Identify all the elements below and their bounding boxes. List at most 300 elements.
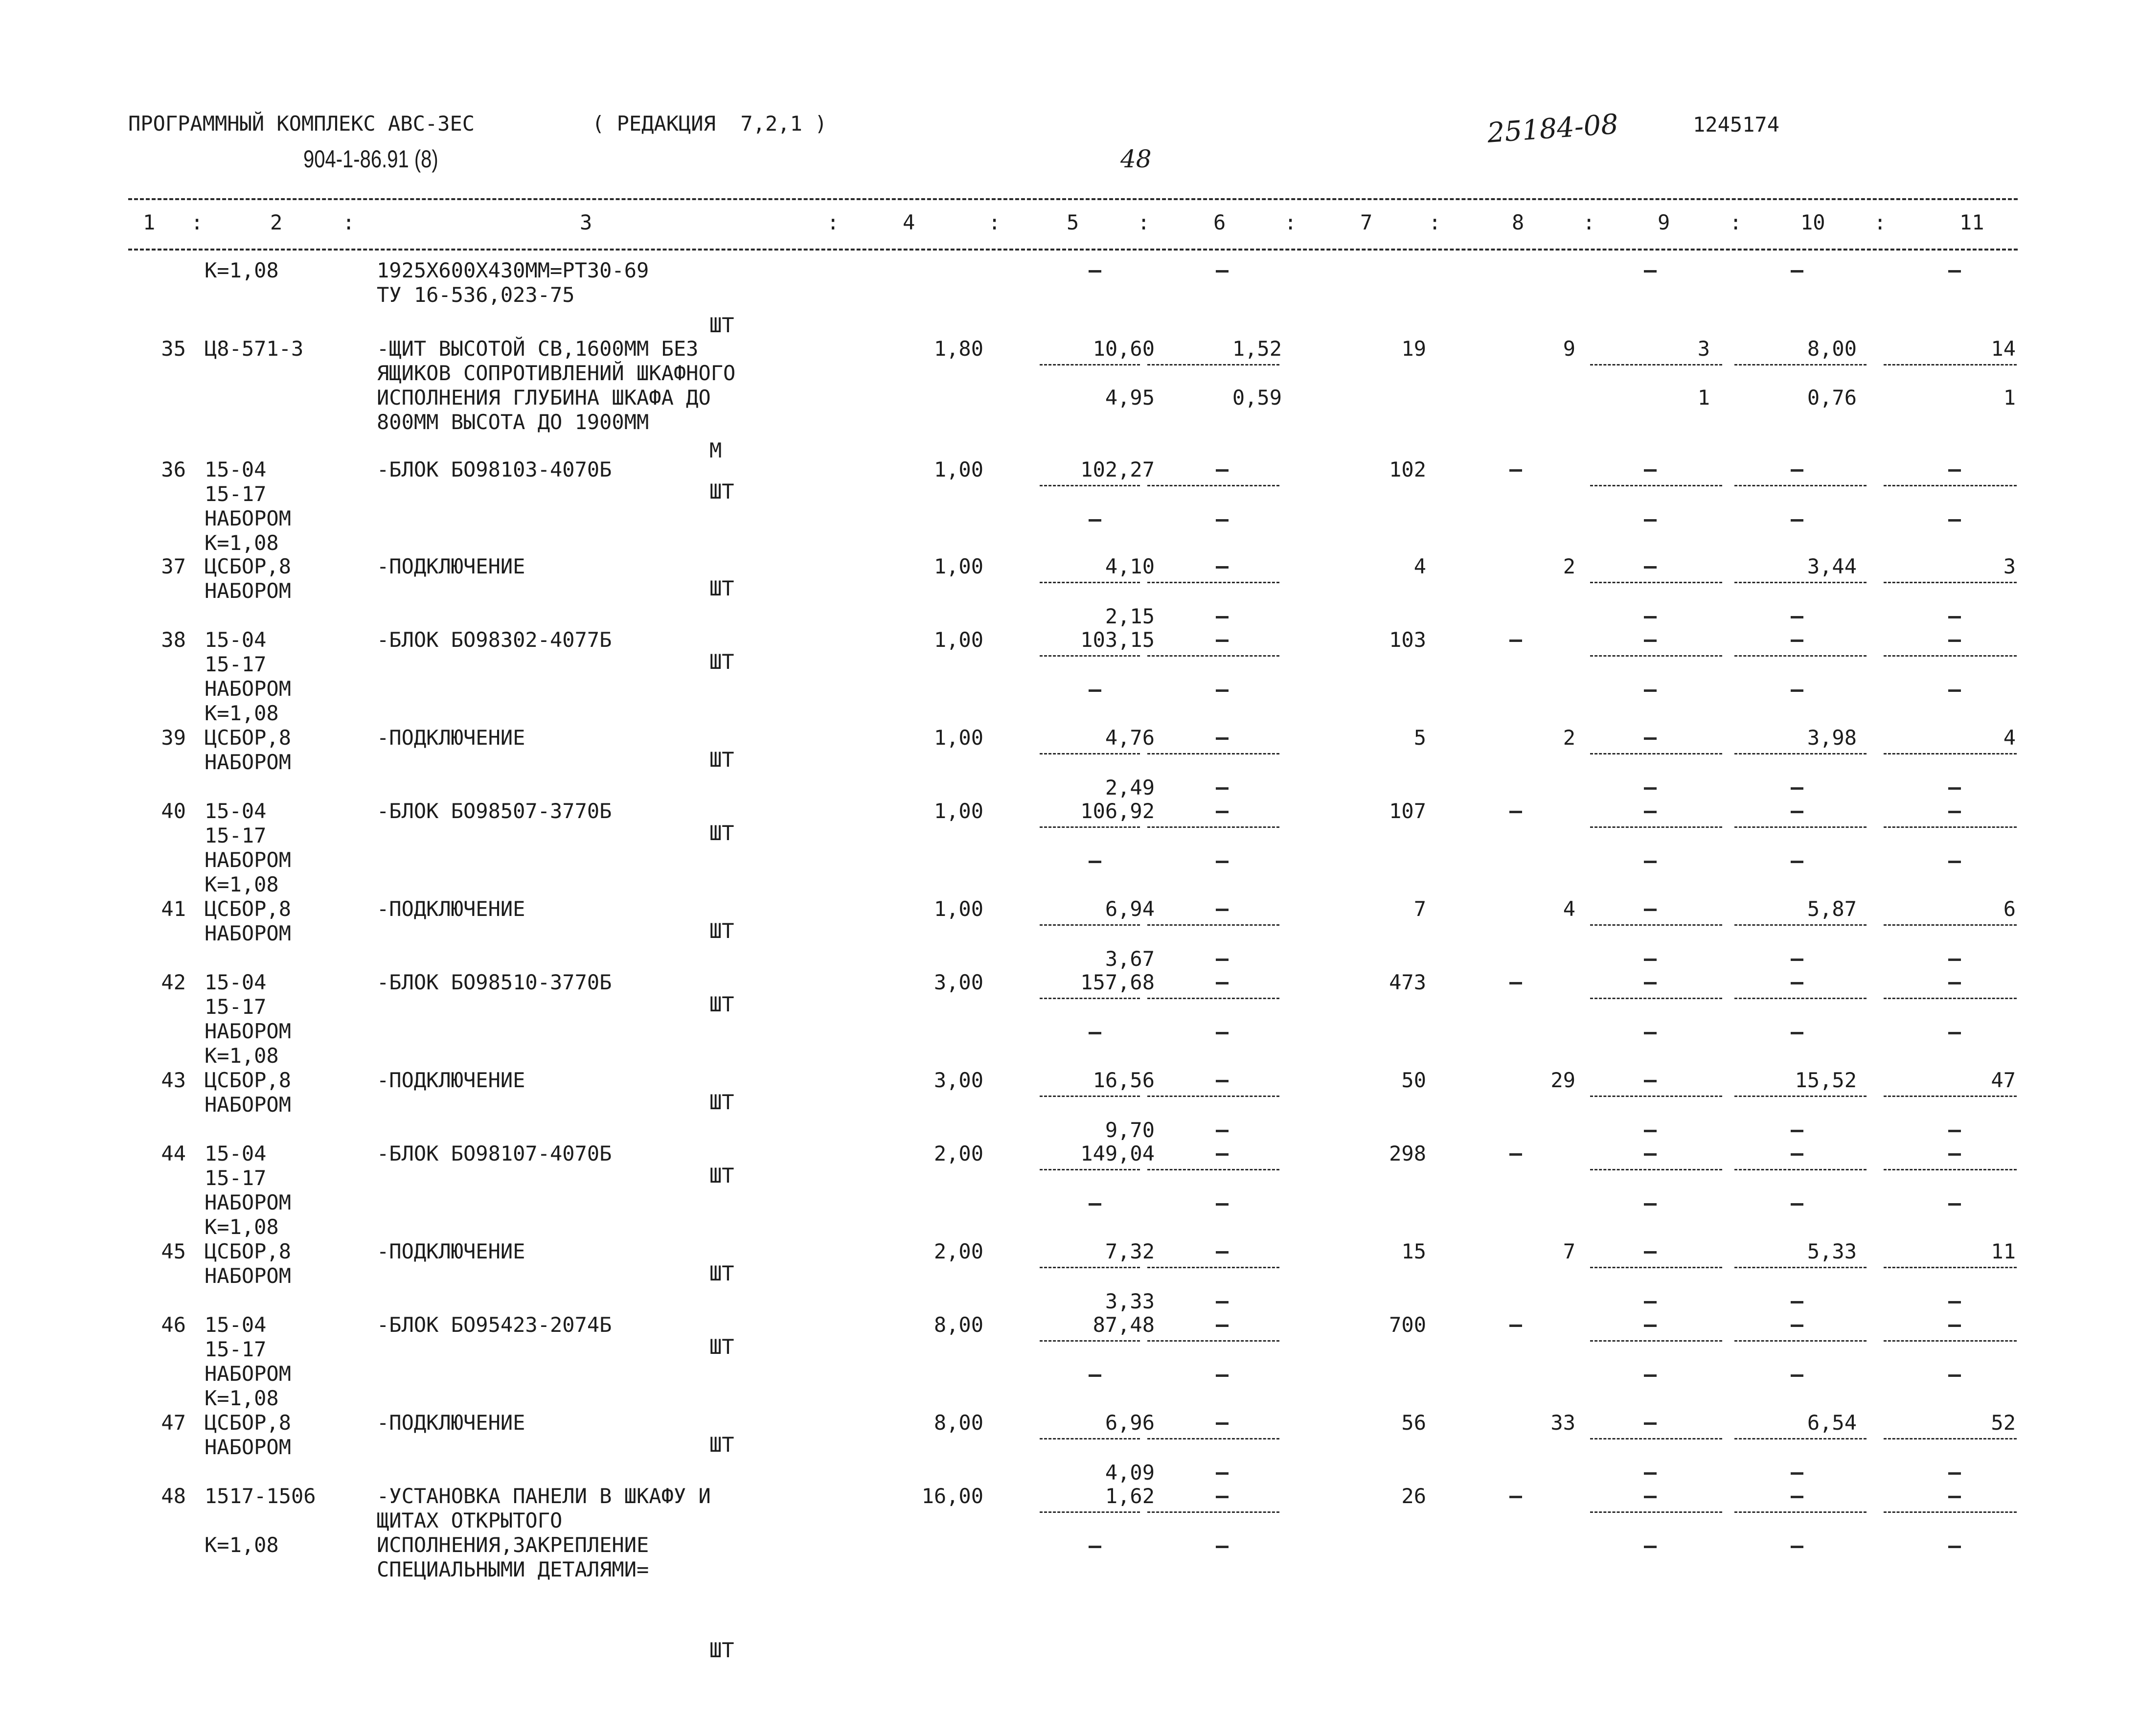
unit-label: ШТ <box>709 1261 734 1285</box>
row-code: ЦСБОР,8 НАБОРОМ <box>205 1239 292 1288</box>
lower-value-c5b <box>1089 861 1101 863</box>
value-divider <box>1734 1169 1867 1170</box>
value-divider <box>1884 582 2017 583</box>
value-c5: 149,04 <box>1080 1142 1155 1165</box>
value-c7: 103 <box>1389 628 1426 652</box>
quantity-value: 8,00 <box>933 1313 983 1337</box>
row-code: К=1,08 <box>205 258 279 282</box>
lower-value-c11b <box>1948 959 1961 961</box>
value-c8: 2 <box>1563 554 1575 578</box>
value-c8 <box>1509 1496 1522 1498</box>
value-divider <box>1884 364 2017 365</box>
lower-value-c5b <box>1089 1203 1101 1206</box>
column-header-1: 1 <box>143 210 156 234</box>
value-divider <box>1040 1340 1140 1342</box>
lower-value-c6b <box>1216 1546 1229 1548</box>
value-divider <box>1734 753 1867 754</box>
lower-value-c9b <box>1644 1130 1657 1132</box>
value-divider <box>1147 655 1279 657</box>
column-header-4: 4 <box>903 210 915 234</box>
unit-label: ШТ <box>709 576 734 600</box>
lower-value-c11b <box>1948 1374 1961 1377</box>
value-c5: 1,62 <box>1105 1484 1155 1508</box>
value-divider <box>1147 582 1279 583</box>
lower-value-c10b <box>1791 1130 1803 1132</box>
lower-value-c9b <box>1644 1032 1657 1034</box>
value-divider <box>1590 1169 1722 1170</box>
value-divider <box>1147 998 1279 999</box>
page-number: 48 <box>1120 145 1152 173</box>
column-separator: : <box>1583 210 1595 234</box>
value-c9 <box>1644 1080 1657 1082</box>
value-c6 <box>1216 1422 1229 1425</box>
value-divider <box>1734 485 1867 486</box>
value-divider <box>1884 924 2017 926</box>
row-number: 47 <box>161 1411 186 1435</box>
column-header-2: 2 <box>270 210 283 234</box>
value-divider <box>1734 364 1867 365</box>
lower-value-c10b <box>1791 861 1803 863</box>
value-divider <box>1147 1511 1279 1513</box>
value-c6 <box>1216 811 1229 813</box>
lower-value-c9b <box>1644 519 1657 522</box>
lower-value-c9b <box>1644 1546 1657 1548</box>
lower-value-c6b <box>1216 1203 1229 1206</box>
program-title: ПРОГРАММНЫЙ КОМПЛЕКС АВС-3ЕС <box>128 112 475 136</box>
row-number: 36 <box>161 457 186 481</box>
value-c6 <box>1216 982 1229 984</box>
quantity-value: 1,00 <box>933 628 983 652</box>
document-number: 1245174 <box>1693 113 1780 137</box>
lower-value-c10b <box>1791 1546 1803 1548</box>
lower-value-c10b <box>1791 1374 1803 1377</box>
lower-value-c11b <box>1948 787 1961 790</box>
unit-label: ШТ <box>709 1638 734 1662</box>
unit-label: ШТ <box>709 821 734 845</box>
project-code: 904-1-86.91 (8) <box>303 145 438 173</box>
value-c5: 6,94 <box>1105 897 1155 921</box>
quantity-value: 8,00 <box>933 1411 983 1435</box>
value-divider <box>1734 582 1867 583</box>
value-divider <box>1884 826 2017 828</box>
value-divider <box>1590 924 1722 926</box>
row-description: -ЩИТ ВЫСОТОЙ СВ,1600ММ БЕЗ ЯЩИКОВ СОПРОТИВЛЕНИЙ ШКАФНОГО ИСПОЛНЕНИЯ ГЛУБИНА ШКАФА ДО 800ММ ВЫСОТА ДО 1900ММ <box>377 337 736 434</box>
value-divider <box>1884 998 2017 999</box>
row-description: -БЛОК БО98302-4077Б <box>377 628 612 652</box>
value-divider <box>1040 924 1140 926</box>
row-code: ЦСБОР,8 НАБОРОМ <box>205 554 292 603</box>
value-divider <box>1590 1267 1722 1268</box>
quantity-value: 3,00 <box>933 1068 983 1092</box>
lower-value-c5b <box>1089 1374 1101 1377</box>
row-code: 1517-1506 К=1,08 <box>205 1484 316 1557</box>
column-separator: : <box>1284 210 1297 234</box>
value-c9 <box>1644 811 1657 813</box>
value-divider <box>1040 582 1140 583</box>
row-number: 46 <box>161 1313 186 1337</box>
lower-value-c9b <box>1644 616 1657 618</box>
lower-value-c9b <box>1644 1301 1657 1303</box>
row-description: -ПОДКЛЮЧЕНИЕ <box>377 554 525 578</box>
value-divider <box>1040 826 1140 828</box>
lower-value-c6b <box>1216 861 1229 863</box>
unit-label: ШТ <box>709 1090 734 1114</box>
value-c10: 5,33 <box>1807 1239 1857 1263</box>
value-c9 <box>1644 469 1657 472</box>
value-c8 <box>1509 640 1522 642</box>
row-description: -ПОДКЛЮЧЕНИЕ <box>377 897 525 921</box>
value-divider <box>1590 998 1722 999</box>
value-divider <box>1040 753 1140 754</box>
lower-value-c11b <box>1948 1546 1961 1548</box>
handwritten-number: 25184-08 <box>1486 108 1619 149</box>
value-c5: 157,68 <box>1080 970 1155 994</box>
value-c7: 5 <box>1413 726 1426 750</box>
value-divider <box>1040 1511 1140 1513</box>
value-c9 <box>1644 270 1657 273</box>
lower-value-c6b <box>1216 689 1229 692</box>
value-c10 <box>1791 270 1803 273</box>
row-number: 39 <box>161 726 186 750</box>
row-description: -БЛОК БО98510-3770Б <box>377 970 612 994</box>
value-c9 <box>1644 1325 1657 1327</box>
value-c9: 3 <box>1697 337 1710 361</box>
row-number: 48 <box>161 1484 186 1508</box>
quantity-value: 2,00 <box>933 1239 983 1263</box>
row-description: -ПОДКЛЮЧЕНИЕ <box>377 1068 525 1092</box>
column-separator: : <box>1730 210 1742 234</box>
value-c10: 6,54 <box>1807 1411 1857 1435</box>
value-c6 <box>1216 469 1229 472</box>
value-c5 <box>1089 270 1101 273</box>
value-c10 <box>1791 982 1803 984</box>
row-description: -ПОДКЛЮЧЕНИЕ <box>377 1239 525 1263</box>
value-c11: 6 <box>2003 897 2016 921</box>
value-divider <box>1147 1438 1279 1439</box>
value-c6 <box>1216 566 1229 569</box>
value-c11: 11 <box>1991 1239 2016 1263</box>
value-divider <box>1590 1438 1722 1439</box>
lower-value-c11b: 1 <box>2003 386 2016 410</box>
row-number: 42 <box>161 970 186 994</box>
row-description: -ПОДКЛЮЧЕНИЕ <box>377 726 525 750</box>
lower-value-c5b: 2,49 <box>1105 776 1155 799</box>
value-c11 <box>1948 1153 1961 1156</box>
row-number: 43 <box>161 1068 186 1092</box>
lower-value-c9b <box>1644 1203 1657 1206</box>
value-c10 <box>1791 1153 1803 1156</box>
quantity-value: 1,00 <box>933 897 983 921</box>
value-c11: 47 <box>1991 1068 2016 1092</box>
row-description: -БЛОК БО98507-3770Б <box>377 799 612 823</box>
value-c6 <box>1216 737 1229 740</box>
row-code: ЦСБОР,8 НАБОРОМ <box>205 1411 292 1459</box>
row-description: -БЛОК БО98103-4070Б <box>377 457 612 481</box>
lower-value-c11b <box>1948 861 1961 863</box>
value-c10: 15,52 <box>1795 1068 1857 1092</box>
value-c10 <box>1791 1496 1803 1498</box>
value-divider <box>1590 582 1722 583</box>
unit-label: ШТ <box>709 1164 734 1188</box>
value-c8: 4 <box>1563 897 1575 921</box>
value-c11 <box>1948 811 1961 813</box>
value-c9 <box>1644 566 1657 569</box>
value-divider <box>1147 924 1279 926</box>
value-c10: 3,98 <box>1807 726 1857 750</box>
value-c10 <box>1791 811 1803 813</box>
value-c8: 2 <box>1563 726 1575 750</box>
lower-value-c5b <box>1089 1032 1101 1034</box>
value-c11 <box>1948 640 1961 642</box>
lower-value-c11b <box>1948 1203 1961 1206</box>
value-c6 <box>1216 1496 1229 1498</box>
lower-value-c6b <box>1216 1301 1229 1303</box>
lower-value-c6b <box>1216 1130 1229 1132</box>
value-divider <box>1590 753 1722 754</box>
column-separator: : <box>1429 210 1441 234</box>
column-header-3: 3 <box>580 210 592 234</box>
column-separator: : <box>1138 210 1150 234</box>
value-divider <box>1884 1438 2017 1439</box>
value-divider <box>1147 1096 1279 1097</box>
value-c11: 52 <box>1991 1411 2016 1435</box>
value-c9 <box>1644 1153 1657 1156</box>
value-c11 <box>1948 1496 1961 1498</box>
lower-value-c6b <box>1216 959 1229 961</box>
value-c5: 87,48 <box>1093 1313 1155 1337</box>
lower-value-c11b <box>1948 1472 1961 1475</box>
value-divider <box>1040 655 1140 657</box>
value-c8 <box>1509 1325 1522 1327</box>
lower-value-c9b: 1 <box>1697 386 1710 410</box>
row-number: 41 <box>161 897 186 921</box>
table-top-rule <box>128 198 2018 200</box>
value-c10 <box>1791 640 1803 642</box>
value-c5: 106,92 <box>1080 799 1155 823</box>
column-header-10: 10 <box>1800 210 1825 234</box>
lower-value-c10b <box>1791 689 1803 692</box>
lower-value-c10b <box>1791 1203 1803 1206</box>
row-code: 15-04 15-17 НАБОРОМ К=1,08 <box>205 799 292 896</box>
unit-label: ШТ <box>709 650 734 674</box>
value-c9 <box>1644 1422 1657 1425</box>
lower-value-c5b <box>1089 519 1101 522</box>
value-c5: 6,96 <box>1105 1411 1155 1435</box>
column-header-11: 11 <box>1959 210 1984 234</box>
value-c9 <box>1644 737 1657 740</box>
value-divider <box>1040 1267 1140 1268</box>
value-divider <box>1734 998 1867 999</box>
value-c10 <box>1791 1325 1803 1327</box>
value-divider <box>1147 364 1279 365</box>
value-c11 <box>1948 1325 1961 1327</box>
lower-value-c5b <box>1089 1546 1101 1548</box>
value-c8 <box>1509 469 1522 472</box>
row-number: 44 <box>161 1142 186 1165</box>
value-divider <box>1147 826 1279 828</box>
value-c9 <box>1644 982 1657 984</box>
program-edition: ( РЕДАКЦИЯ 7,2,1 ) <box>592 112 827 136</box>
lower-value-c9b <box>1644 861 1657 863</box>
lower-value-c10b <box>1791 616 1803 618</box>
value-c9 <box>1644 640 1657 642</box>
lower-value-c11b <box>1948 1130 1961 1132</box>
column-header-9: 9 <box>1658 210 1670 234</box>
value-divider <box>1590 1096 1722 1097</box>
column-header-7: 7 <box>1360 210 1373 234</box>
lower-value-c5b <box>1089 689 1101 692</box>
value-c9 <box>1644 1251 1657 1254</box>
value-divider <box>1590 364 1722 365</box>
value-divider <box>1884 485 2017 486</box>
value-c8: 29 <box>1550 1068 1575 1092</box>
value-c5: 4,10 <box>1105 554 1155 578</box>
quantity-value: 1,80 <box>933 337 983 361</box>
value-divider <box>1040 485 1140 486</box>
lower-value-c11b <box>1948 1301 1961 1303</box>
value-c5: 7,32 <box>1105 1239 1155 1263</box>
value-c5: 16,56 <box>1093 1068 1155 1092</box>
row-number: 35 <box>161 337 186 361</box>
row-code: 15-04 15-17 НАБОРОМ К=1,08 <box>205 1313 292 1410</box>
column-separator: : <box>191 210 204 234</box>
lower-value-c9b <box>1644 787 1657 790</box>
value-divider <box>1884 1340 2017 1342</box>
value-c5: 4,76 <box>1105 726 1155 750</box>
value-c11: 4 <box>2003 726 2016 750</box>
unit-label: ШТ <box>709 1335 734 1359</box>
lower-value-c10b <box>1791 1472 1803 1475</box>
lower-value-c5b: 4,95 <box>1105 386 1155 410</box>
value-c11: 3 <box>2003 554 2016 578</box>
value-divider <box>1147 1340 1279 1342</box>
row-description: 1925Х600Х430ММ=РТ30-69 ТУ 16-536,023-75 <box>377 258 649 307</box>
lower-value-c11b <box>1948 689 1961 692</box>
unit-label: М <box>709 438 722 462</box>
value-divider <box>1734 1340 1867 1342</box>
column-separator: : <box>342 210 355 234</box>
lower-value-c5b: 3,33 <box>1105 1289 1155 1313</box>
value-divider <box>1147 753 1279 754</box>
column-header-5: 5 <box>1067 210 1079 234</box>
value-c6 <box>1216 640 1229 642</box>
column-separator: : <box>988 210 1001 234</box>
lower-value-c10b <box>1791 1032 1803 1034</box>
quantity-value: 2,00 <box>933 1142 983 1165</box>
lower-value-c10b <box>1791 787 1803 790</box>
value-c8: 9 <box>1563 337 1575 361</box>
value-divider <box>1147 1267 1279 1268</box>
value-c5: 103,15 <box>1080 628 1155 652</box>
lower-value-c9b <box>1644 1374 1657 1377</box>
row-description: -ПОДКЛЮЧЕНИЕ <box>377 1411 525 1435</box>
value-c7: 473 <box>1389 970 1426 994</box>
value-divider <box>1884 1267 2017 1268</box>
value-divider <box>1040 1169 1140 1170</box>
unit-label: ШТ <box>709 480 734 503</box>
value-c10: 5,87 <box>1807 897 1857 921</box>
value-c7: 102 <box>1389 457 1426 481</box>
value-c7: 700 <box>1389 1313 1426 1337</box>
quantity-value: 1,00 <box>933 554 983 578</box>
value-divider <box>1734 1438 1867 1439</box>
lower-value-c9b <box>1644 959 1657 961</box>
value-divider <box>1734 1267 1867 1268</box>
value-divider <box>1734 1511 1867 1513</box>
row-code: 15-04 15-17 НАБОРОМ К=1,08 <box>205 628 292 725</box>
unit-label: ШТ <box>709 992 734 1016</box>
value-c6 <box>1216 270 1229 273</box>
lower-value-c11b <box>1948 519 1961 522</box>
value-divider <box>1884 655 2017 657</box>
row-number: 37 <box>161 554 186 578</box>
lower-value-c10b: 0,76 <box>1807 386 1857 410</box>
column-header-6: 6 <box>1213 210 1226 234</box>
value-c11: 14 <box>1991 337 2016 361</box>
quantity-value: 1,00 <box>933 457 983 481</box>
quantity-value: 16,00 <box>921 1484 983 1508</box>
value-c9 <box>1644 909 1657 911</box>
value-c10: 3,44 <box>1807 554 1857 578</box>
value-c6 <box>1216 1080 1229 1082</box>
row-code: 15-04 15-17 НАБОРОМ К=1,08 <box>205 970 292 1068</box>
lower-value-c9b <box>1644 1472 1657 1475</box>
value-c11 <box>1948 982 1961 984</box>
value-divider <box>1734 1096 1867 1097</box>
value-divider <box>1147 1169 1279 1170</box>
lower-value-c10b <box>1791 519 1803 522</box>
value-divider <box>1734 655 1867 657</box>
row-code: 15-04 15-17 НАБОРОМ К=1,08 <box>205 457 292 555</box>
lower-value-c6b <box>1216 1374 1229 1377</box>
value-divider <box>1734 924 1867 926</box>
column-separator: : <box>1874 210 1887 234</box>
lower-value-c9b <box>1644 689 1657 692</box>
value-divider <box>1884 1511 2017 1513</box>
value-c11 <box>1948 270 1961 273</box>
quantity-value: 1,00 <box>933 799 983 823</box>
lower-value-c10b <box>1791 959 1803 961</box>
value-divider <box>1590 826 1722 828</box>
value-c10 <box>1791 469 1803 472</box>
lower-value-c6b <box>1216 616 1229 618</box>
lower-value-c5b: 2,15 <box>1105 604 1155 628</box>
row-number: 38 <box>161 628 186 652</box>
value-divider <box>1590 655 1722 657</box>
row-code: ЦСБОР,8 НАБОРОМ <box>205 1068 292 1117</box>
value-c7: 107 <box>1389 799 1426 823</box>
table-header-rule <box>128 249 2018 251</box>
value-c7: 50 <box>1401 1068 1426 1092</box>
value-divider <box>1884 753 2017 754</box>
value-c8 <box>1509 811 1522 813</box>
value-divider <box>1147 485 1279 486</box>
value-c7: 7 <box>1413 897 1426 921</box>
unit-label: ШТ <box>709 748 734 772</box>
value-c8: 7 <box>1563 1239 1575 1263</box>
lower-value-c10b <box>1791 1301 1803 1303</box>
value-divider <box>1590 485 1722 486</box>
value-divider <box>1040 998 1140 999</box>
value-divider <box>1884 1169 2017 1170</box>
lower-value-c6b <box>1216 1472 1229 1475</box>
value-c9 <box>1644 1496 1657 1498</box>
unit-label: ШТ <box>709 1433 734 1457</box>
row-description: -БЛОК БО95423-2074Б <box>377 1313 612 1337</box>
quantity-value: 3,00 <box>933 970 983 994</box>
row-number: 45 <box>161 1239 186 1263</box>
value-c7: 298 <box>1389 1142 1426 1165</box>
